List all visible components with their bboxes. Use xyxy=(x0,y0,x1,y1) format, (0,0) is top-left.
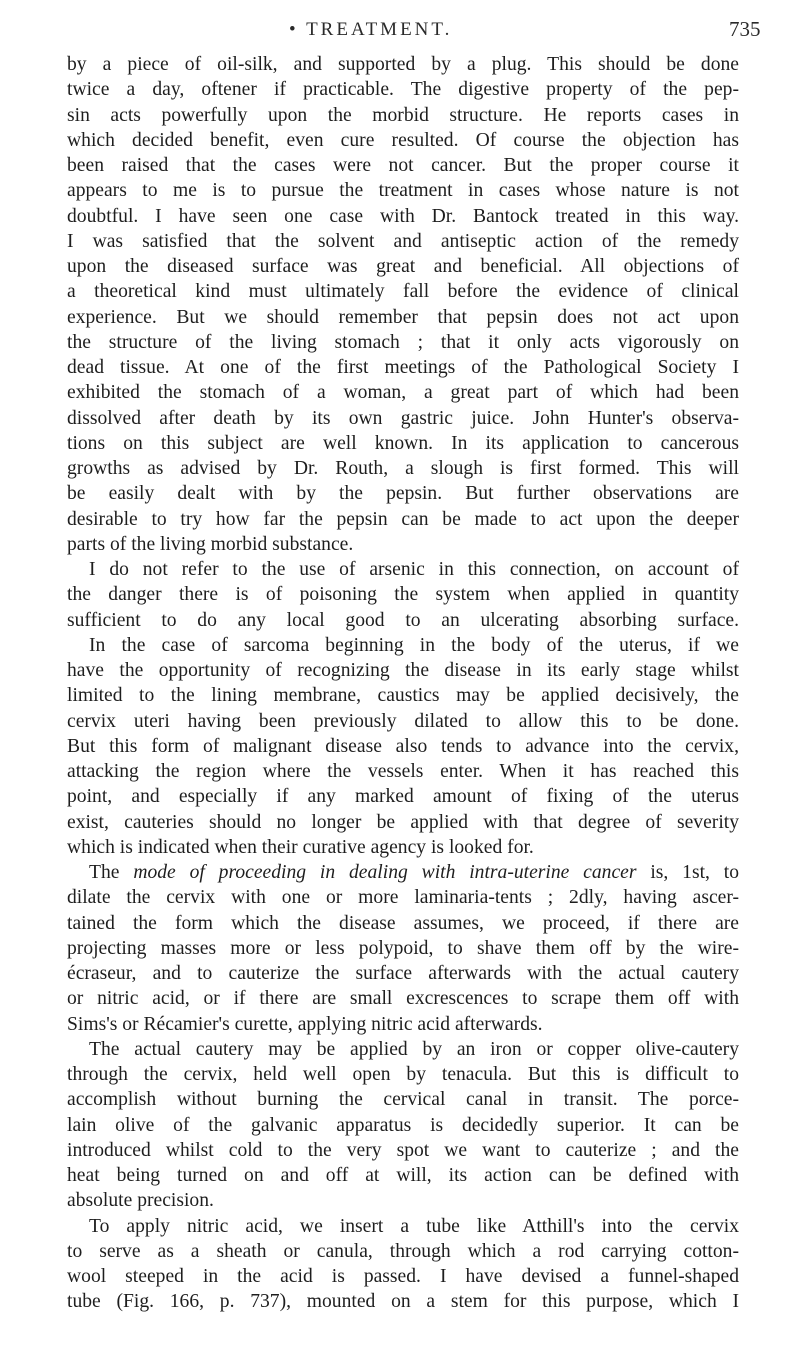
text-line: attacking the region where the vessels enter. When it has reached this xyxy=(67,761,739,782)
text-line: cervix uteri having been previously dilated to allow this to be done. xyxy=(67,710,739,732)
text-line: exist, cauteries should no longer be applied with that degree of severity xyxy=(67,811,739,833)
text-line: which is indicated when their curative agency is looked for. xyxy=(67,836,534,858)
text-line: have the opportunity of recognizing the disease in its early stage whilst xyxy=(67,660,739,681)
page-number: 735 xyxy=(729,17,761,41)
body-text xyxy=(67,52,739,1315)
page-header xyxy=(0,15,800,45)
text-line: But this form of malignant disease also tends to advance into the cervix, xyxy=(67,735,739,757)
text-line: I do not refer to the use of arsenic in this connection, on account of xyxy=(89,559,739,580)
text-line: écraseur, and to cauterize the surface afterwards with the actual cautery xyxy=(67,963,739,984)
text-line: doubtful. I have seen one case with Dr. Bantock treated in this way. xyxy=(67,205,739,227)
text-line: sin acts powerfully upon the morbid structure. He reports cases in xyxy=(67,104,739,126)
text-segment: The xyxy=(89,862,134,883)
text-line: appears to me is to pursue the treatment in cases whose nature is not xyxy=(67,180,739,202)
text-line: growths as advised by Dr. Routh, a slough is first formed. This will xyxy=(67,458,739,479)
italic-phrase: mode of proceeding in dealing with intra-uterine cancer xyxy=(133,862,637,883)
text-line: the danger there is of poisoning the system when applied in quantity xyxy=(67,584,739,606)
text-line: by a piece of oil-silk, and supported by a plug. This should be done xyxy=(67,54,739,75)
text-line: dilate the cervix with one or more laminaria-tents ; 2dly, having ascer- xyxy=(67,887,739,909)
text-line: twice a day, oftener if practicable. The digestive property of the pep- xyxy=(67,79,739,101)
text-line: tions on this subject are well known. In its application to cancerous xyxy=(67,432,739,454)
text-line: The actual cautery may be applied by an iron or copper olive-cautery xyxy=(89,1038,739,1060)
text-line: desirable to try how far the pepsin can be made to act upon the deeper xyxy=(67,508,739,530)
text-line: In the case of sarcoma beginning in the body of the uterus, if we xyxy=(89,634,739,656)
text-line xyxy=(67,860,739,885)
text-line: exhibited the stomach of a woman, a great part of which had been xyxy=(67,382,739,404)
text-line: point, and especially if any marked amount of fixing of the uterus xyxy=(67,786,739,808)
text-line: limited to the lining membrane, caustics may be applied decisively, the xyxy=(67,685,739,707)
text-line: upon the diseased surface was great and beneficial. All objections of xyxy=(67,256,739,277)
text-line: which decided benefit, even cure resulted. Of course the objection has xyxy=(67,129,739,151)
text-line: been raised that the cases were not cancer. But the proper course it xyxy=(67,155,739,176)
text-line: To apply nitric acid, we insert a tube like Atthill's into the cervix xyxy=(89,1215,739,1237)
text-line: absolute precision. xyxy=(67,1190,214,1212)
text-line: wool steeped in the acid is passed. I have devised a funnel-shaped xyxy=(67,1266,739,1287)
text-line: a theoretical kind must ultimately fall before the evidence of clinical xyxy=(67,281,739,303)
text-line: to serve as a sheath or canula, through which a rod carrying cotton- xyxy=(67,1240,739,1262)
text-line: experience. But we should remember that pepsin does not act upon xyxy=(67,306,739,328)
text-line: heat being turned on and off at will, its action can be defined with xyxy=(67,1165,739,1186)
text-line: tained the form which the disease assumes, we proceed, if there are xyxy=(67,912,739,934)
header-bullet: • xyxy=(289,19,299,40)
text-line: through the cervix, held well open by tenacula. But this is difficult to xyxy=(67,1064,739,1085)
text-line: tube (Fig. 166, p. 737), mounted on a stem for this purpose, which I xyxy=(67,1291,739,1313)
text-line: the structure of the living stomach ; that it only acts vigorously on xyxy=(67,331,739,353)
text-line: accomplish without burning the cervical canal in transit. The porce- xyxy=(67,1089,739,1111)
text-line: sufficient to do any local good to an ulcerating absorbing surface. xyxy=(67,609,739,631)
text-line: parts of the living morbid substance. xyxy=(67,533,354,555)
text-line: projecting masses more or less polypoid, to shave them off by the wire- xyxy=(67,937,739,959)
text-line: or nitric acid, or if there are small excrescences to scrape them off with xyxy=(67,988,739,1010)
text-line: lain olive of the galvanic apparatus is decidedly superior. It can be xyxy=(67,1114,739,1136)
text-line: dissolved after death by its own gastric juice. John Hunter's observa- xyxy=(67,407,739,429)
text-line: be easily dealt with by the pepsin. But further observations are xyxy=(67,483,739,505)
text-line: introduced whilst cold to the very spot we want to cauterize ; and the xyxy=(67,1139,739,1161)
header-title: TREATMENT. xyxy=(306,19,453,40)
text-line: I was satisfied that the solvent and antiseptic action of the remedy xyxy=(67,230,739,252)
running-head xyxy=(289,19,452,41)
text-segment: is, 1st, to xyxy=(636,862,739,883)
text-line: dead tissue. At one of the first meetings of the Pathological Society I xyxy=(67,357,739,378)
text-line: Sims's or Récamier's curette, applying nitric acid afterwards. xyxy=(67,1013,543,1035)
